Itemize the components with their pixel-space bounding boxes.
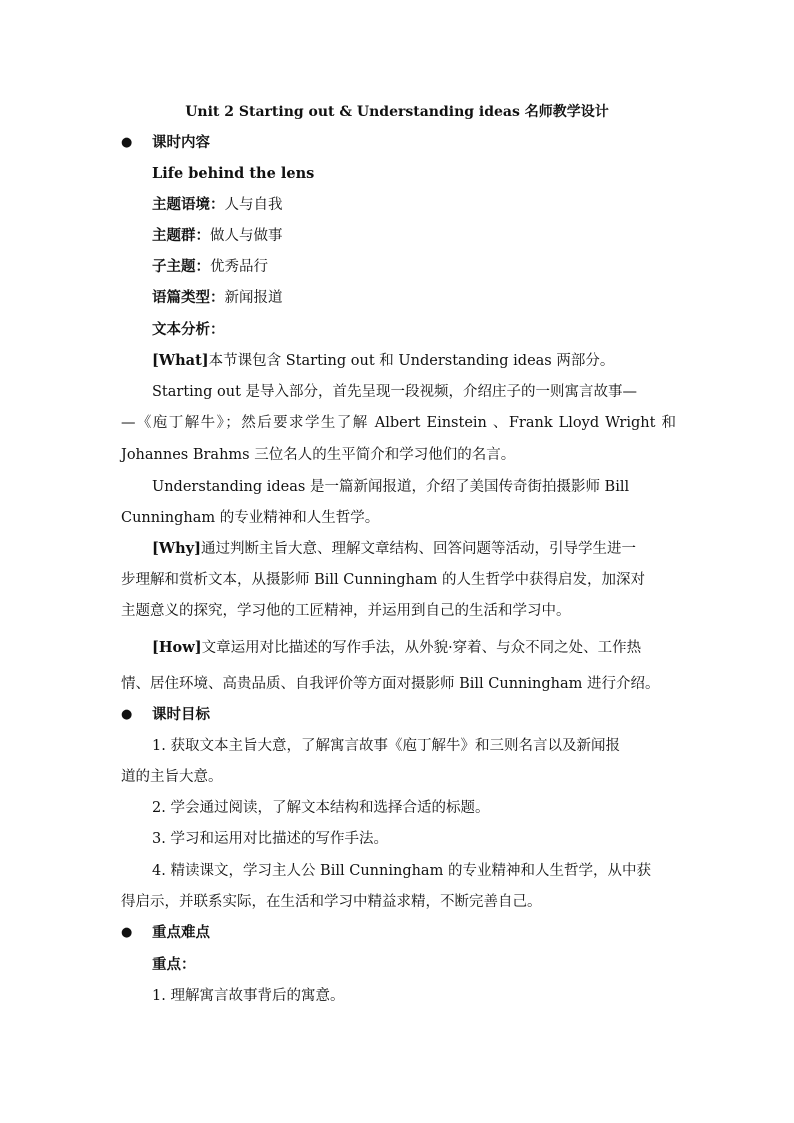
goal-1-line-1: 1. 获取文本主旨大意，了解寓言故事《庖丁解牛》和三则名言以及新闻报 xyxy=(152,738,620,754)
goal-2: 2. 学会通过阅读，了解文本结构和选择合适的标题。 xyxy=(152,800,490,816)
how-paragraph-line-1 xyxy=(152,638,641,658)
key-point-1: 1. 理解寓言故事背后的寓意。 xyxy=(152,988,345,1004)
goal-4-line-1: 4. 精读课文，学习主人公 Bill Cunningham 的专业精神和人生哲学，从中获 xyxy=(152,863,651,879)
section-heading-goals: 课时目标 xyxy=(152,706,210,723)
theme-context-label: 主题语境： xyxy=(152,196,225,213)
how-paragraph-line-2: 情、居住环境、高贵品质、自我评价等方面对摄影师 Bill Cunningham 进行介绍。 xyxy=(121,676,660,692)
what-paragraph-line-6: Cunningham 的专业精神和人生哲学。 xyxy=(121,510,380,526)
what-text-1: 本节课包含 Starting out 和 Understanding ideas 两部分。 xyxy=(208,353,615,369)
analysis-label: 文本分析： xyxy=(152,321,225,338)
what-paragraph-line-1 xyxy=(152,351,614,371)
subtheme-value: 优秀品行 xyxy=(210,259,268,275)
what-paragraph-line-4: Johannes Brahms 三位名人的生平简介和学习他们的名言。 xyxy=(121,447,516,463)
section-heading-content: 课时内容 xyxy=(152,134,210,151)
genre-label: 语篇类型： xyxy=(152,289,225,306)
why-paragraph-line-3: 主题意义的探究，学习他的工匠精神，并运用到自己的生活和学习中。 xyxy=(121,603,571,619)
key-subheading: 重点： xyxy=(152,956,196,973)
what-paragraph-line-5: Understanding ideas 是一篇新闻报道，介绍了美国传奇街拍摄影师 Bill xyxy=(152,479,630,495)
how-tag: [How] xyxy=(152,639,202,656)
subtheme-label: 子主题： xyxy=(152,258,210,275)
bullet-icon: ● xyxy=(121,707,133,722)
what-paragraph-line-3: —《庖丁解牛》；然后要求学生了解 Albert Einstein 、Frank Lloyd Wright 和 xyxy=(121,415,676,431)
theme-group xyxy=(152,226,283,246)
genre xyxy=(152,288,283,308)
goal-3: 3. 学习和运用对比描述的写作手法。 xyxy=(152,831,388,847)
bullet-icon: ● xyxy=(121,925,133,940)
why-paragraph-line-1 xyxy=(152,539,636,559)
lesson-title: Life behind the lens xyxy=(152,165,315,182)
goal-4-line-2: 得启示，并联系实际，在生活和学习中精益求精，不断完善自己。 xyxy=(121,894,542,910)
theme-group-value: 做人与做事 xyxy=(210,228,283,244)
theme-group-label: 主题群： xyxy=(152,227,210,244)
theme-context xyxy=(152,195,283,215)
what-tag: [What] xyxy=(152,352,209,369)
theme-context-value: 人与自我 xyxy=(224,197,283,213)
why-text-1: 通过判断主旨大意、理解文章结构、回答问题等活动，引导学生进一 xyxy=(200,541,636,557)
what-paragraph-line-2: Starting out 是导入部分，首先呈现一段视频，介绍庄子的一则寓言故事— xyxy=(152,384,638,400)
how-text-1: 文章运用对比描述的写作手法，从外貌·穿着、与众不同之处、工作热 xyxy=(201,640,642,656)
genre-value: 新闻报道 xyxy=(224,290,283,306)
goal-1-line-2: 道的主旨大意。 xyxy=(121,769,223,785)
section-heading-key: 重点难点 xyxy=(152,924,210,941)
subtheme xyxy=(152,257,268,277)
page-title: Unit 2 Starting out & Understanding ideas 名师教学设计 xyxy=(185,104,609,120)
why-paragraph-line-2: 步理解和赏析文本，从摄影师 Bill Cunningham 的人生哲学中获得启发，加深对 xyxy=(121,572,645,588)
bullet-icon: ● xyxy=(121,135,133,150)
why-tag: [Why] xyxy=(152,540,201,557)
